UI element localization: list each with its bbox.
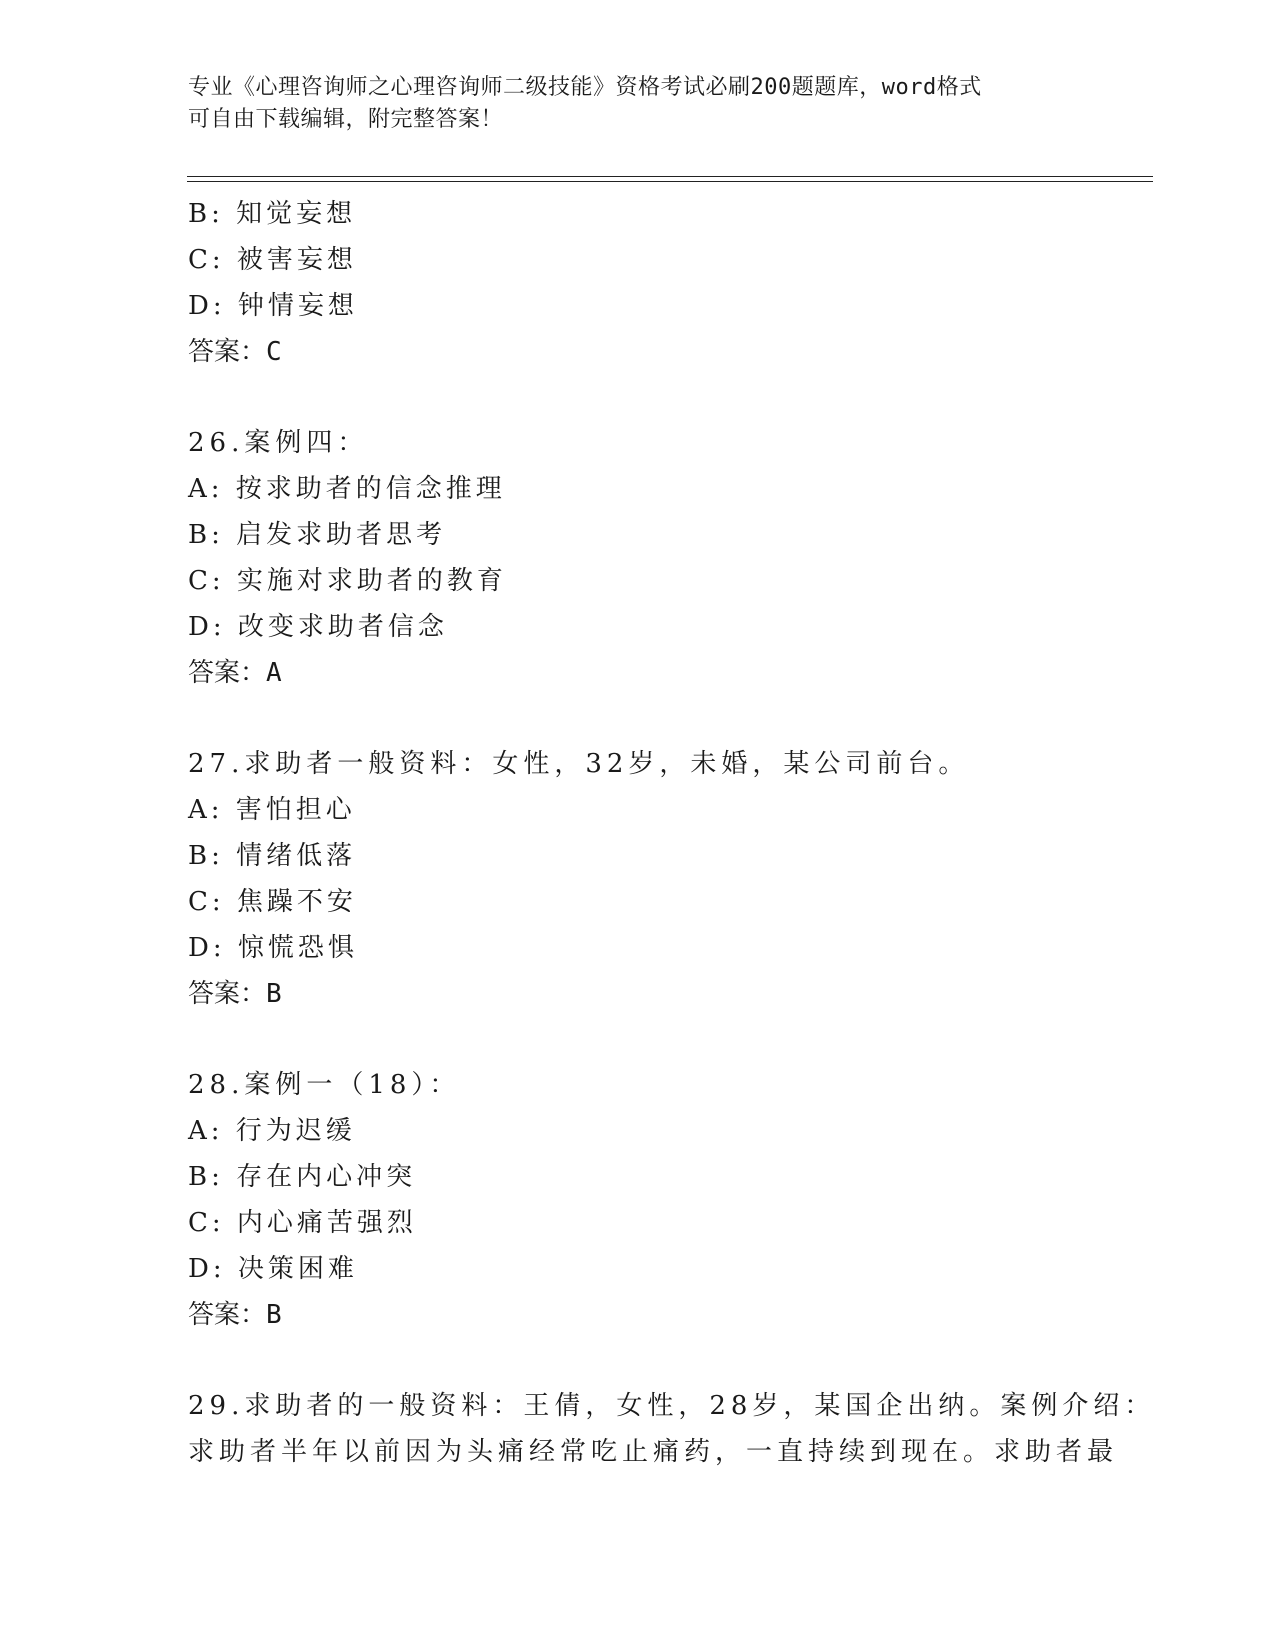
question-body: 求助者半年以前因为头痛经常吃止痛药，一直持续到现在。求助者最 — [188, 1437, 1119, 1467]
option-c: C: 实施对求助者的教育 — [188, 566, 507, 596]
spacer — [188, 1017, 1088, 1062]
option-c: C: 内心痛苦强烈 — [188, 1208, 417, 1238]
question-title: 29.求助者的一般资料：王倩，女性，28岁，某国企出纳。案例介绍： — [188, 1391, 1156, 1421]
option-d: D: 改变求助者信念 — [188, 612, 448, 642]
header-divider-top — [187, 176, 1153, 177]
option-d: D: 钟情妄想 — [188, 291, 358, 321]
option-a: A: 按求助者的信念推理 — [188, 474, 506, 504]
option-b: B: 知觉妄想 — [188, 199, 357, 229]
header-divider-bottom — [187, 181, 1153, 182]
question-title: 27.求助者一般资料：女性，32岁，未婚，某公司前台。 — [188, 749, 970, 779]
question-list — [188, 191, 1156, 1475]
question-title: 26.案例四： — [188, 428, 369, 458]
question-title: 28.案例一（18）： — [188, 1070, 461, 1100]
option-b: B: 情绪低落 — [188, 841, 357, 871]
spacer — [188, 696, 1088, 741]
answer-line: 答案：B — [188, 1300, 282, 1330]
option-c: C: 被害妄想 — [188, 245, 357, 275]
option-a: A: 行为迟缓 — [188, 1116, 356, 1146]
spacer — [188, 1338, 1088, 1383]
document-header — [188, 72, 1088, 136]
option-b: B: 存在内心冲突 — [188, 1162, 417, 1192]
header-line-2: 可自由下载编辑，附完整答案！ — [188, 107, 504, 132]
answer-line: 答案：C — [188, 337, 282, 367]
spacer — [188, 375, 1088, 420]
option-a: A: 害怕担心 — [188, 795, 356, 825]
option-b: B: 启发求助者思考 — [188, 520, 447, 550]
answer-line: 答案：B — [188, 979, 282, 1009]
option-d: D: 惊慌恐惧 — [188, 933, 358, 963]
answer-line: 答案：A — [188, 658, 282, 688]
header-line-1: 专业《心理咨询师之心理咨询师二级技能》资格考试必刷200题题库，word格式 — [188, 75, 982, 100]
option-d: D: 决策困难 — [188, 1254, 358, 1284]
option-c: C: 焦躁不安 — [188, 887, 357, 917]
